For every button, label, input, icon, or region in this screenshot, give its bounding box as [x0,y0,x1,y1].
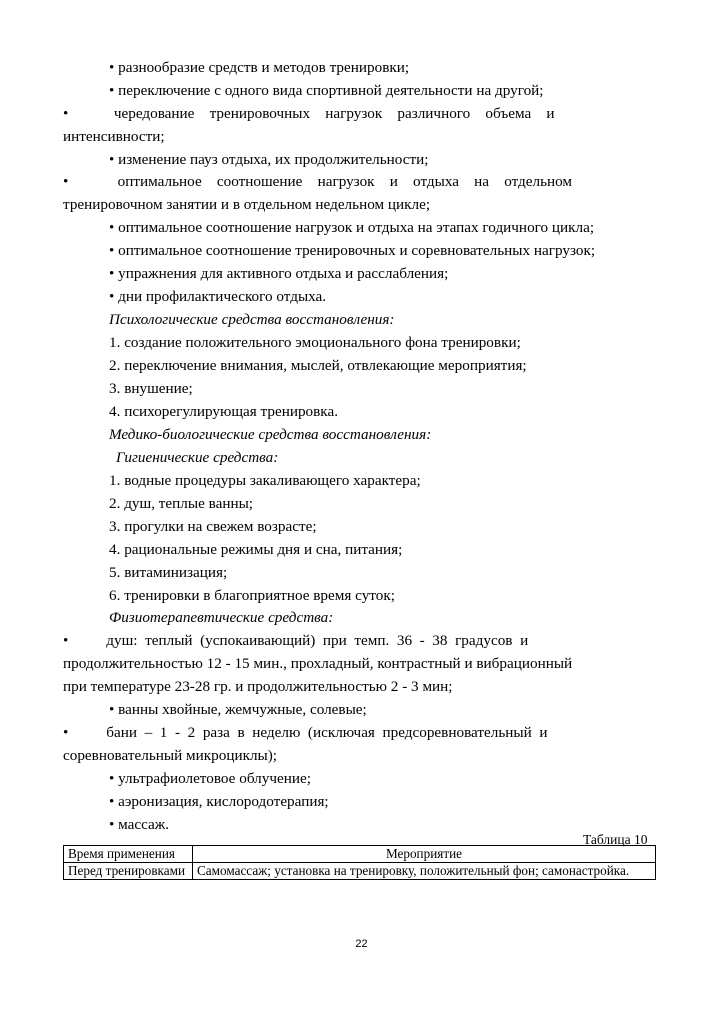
bullet-item: • душ: теплый (успокаивающий) при темп. 36 - 38 градусов и [63,632,529,649]
numbered-item: 1. водные процедуры закаливающего характера; [109,472,421,489]
numbered-item: 4. рациональные режимы дня и сна, питания; [109,541,403,558]
bullet-item: • разнообразие средств и методов тренировки; [109,59,410,76]
numbered-item: 3. прогулки на свежем возрасте; [109,518,317,535]
bullet-item: • дни профилактического отдыха. [109,288,327,305]
text-line: интенсивности; [63,128,165,145]
bullet-item: • ванны хвойные, жемчужные, солевые; [109,701,367,718]
text-line: при температуре 23-28 гр. и продолжительностью 2 - 3 мин; [63,678,453,695]
subsection-heading: Физиотерапевтические средства: [109,609,334,626]
numbered-item: 1. создание положительного эмоционального фона тренировки; [109,334,521,351]
page-number: 22 [355,938,368,950]
table-cell: Самомассаж; установка на тренировку, положительный фон; самонастройка. [193,863,656,880]
bullet-item: • переключение с одного вида спортивной деятельности на другой; [109,82,544,99]
bullet-item: • бани – 1 - 2 раза в неделю (исключая предсоревновательный и [63,724,548,741]
bullet-item: • ультрафиолетовое облучение; [109,770,311,787]
header-cell-activity: Мероприятие [193,846,656,863]
subsection-heading: Гигиенические средства: [116,449,279,466]
bullet-item: • оптимальное соотношение нагрузок и отдыха на отдельном [63,173,573,190]
table-header-row [64,846,656,863]
bullet-item: • массаж. [109,816,170,833]
bullet-item: • изменение пауз отдыха, их продолжительности; [109,151,429,168]
bullet-item: • упражнения для активного отдыха и расслабления; [109,265,449,282]
bullet-item: • аэронизация, кислородотерапия; [109,793,329,810]
bullet-item: • оптимальное соотношение нагрузок и отдыха на этапах годичного цикла; [109,219,595,236]
numbered-item: 5. витаминизация; [109,564,228,581]
table-row [64,863,656,880]
recovery-table [63,845,656,880]
section-heading: Психологические средства восстановления: [109,311,395,328]
numbered-item: 2. душ, теплые ванны; [109,495,254,512]
numbered-item: 4. психорегулирующая тренировка. [109,403,338,420]
text-line: соревновательный микроциклы); [63,747,278,764]
text-line: тренировочном занятии и в отдельном недельном цикле; [63,196,431,213]
section-heading: Медико-биологические средства восстановления: [109,426,432,443]
header-cell-time: Время применения [64,846,193,863]
numbered-item: 6. тренировки в благоприятное время суток; [109,587,395,604]
bullet-item: • оптимальное соотношение тренировочных и соревновательных нагрузок; [109,242,596,259]
numbered-item: 2. переключение внимания, мыслей, отвлекающие мероприятия; [109,357,527,374]
table-caption: Таблица 10 [583,832,648,847]
bullet-item: • чередование тренировочных нагрузок различного объема и [63,105,555,122]
table-cell: Перед тренировками [64,863,193,880]
text-line: продолжительностью 12 - 15 мин., прохладный, контрастный и вибрационный [63,655,573,672]
numbered-item: 3. внушение; [109,380,193,397]
